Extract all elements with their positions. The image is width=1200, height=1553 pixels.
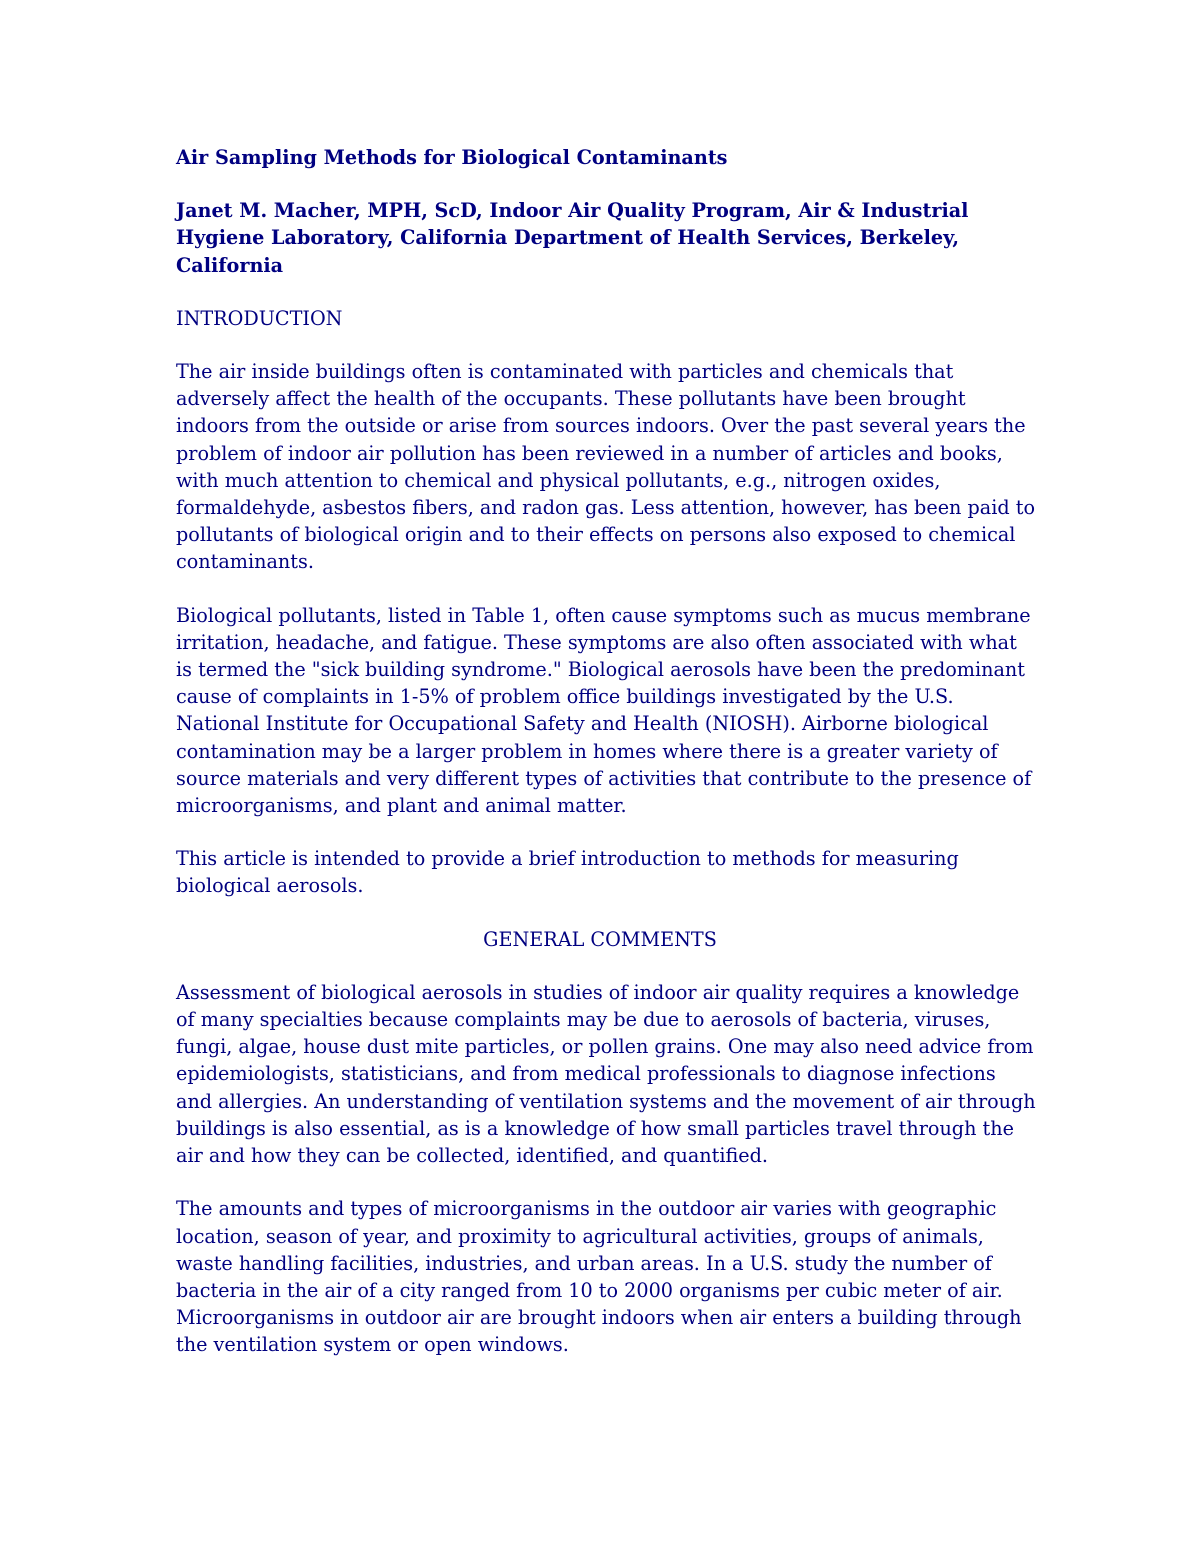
author-affiliation: Janet M. Macher, MPH, ScD, Indoor Air Quality Program, Air & Industrial Hygiene Laboratory, California Department of Health Services, Berkeley, California [176,199,969,277]
general-paragraph-2: The amounts and types of microorganisms in the outdoor air varies with geographic location, season of year, and proximity to agricultural activities, groups of animals, waste handling facilities, industries, and urban areas. In a U.S. study the number of bacteria in the air of a city ranged from 10 to 2000 organisms per cubic meter of air. Microorganisms in outdoor air are brought indoors when air enters a building through the ventilation system or open windows. [176,1197,1022,1357]
intro-paragraph-2: Biological pollutants, listed in Table 1, often cause symptoms such as mucus membrane irritation, headache, and fatigue. These symptoms are also often associated with what is termed the "sick building syndrome." Biological aerosols have been the predominant cause of complaints in 1-5% of problem office buildings investigated by the U.S. National Institute for Occupational Safety and Health (NIOSH). Airborne biological contamination may be a larger problem in homes where there is a greater variety of source materials and very different types of activities that contribute to the presence of microorganisms, and plant and animal matter. [176,603,1032,818]
section-heading-general-comments: GENERAL COMMENTS [483,927,717,951]
document-page [176,144,1036,1385]
section-heading-introduction: INTRODUCTION [176,306,343,330]
general-paragraph-1: Assessment of biological aerosols in studies of indoor air quality requires a knowledge of many specialties because complaints may be due to aerosols of bacteria, viruses, fungi, algae, house dust mite particles, or pollen grains. One may also need advice from epidemiologists, statisticians, and from medical professionals to diagnose infections and allergies. An understanding of ventilation systems and the movement of air through buildings is also essential, as is a knowledge of how small particles travel through the air and how they can be collected, identified, and quantified. [176,980,1036,1168]
document-title: Air Sampling Methods for Biological Contaminants [176,146,728,169]
intro-paragraph-1: The air inside buildings often is contaminated with particles and chemicals that adversely affect the health of the occupants. These pollutants have been brought indoors from the outside or arise from sources indoors. Over the past several years the problem of indoor air pollution has been reviewed in a number of articles and books, with much attention to chemical and physical pollutants, e.g., nitrogen oxides, formaldehyde, asbestos fibers, and radon gas. Less attention, however, has been paid to pollutants of biological origin and to their effects on persons also exposed to chemical contaminants. [176,360,1036,574]
intro-paragraph-3: This article is intended to provide a brief introduction to methods for measuring biological aerosols. [176,847,959,898]
